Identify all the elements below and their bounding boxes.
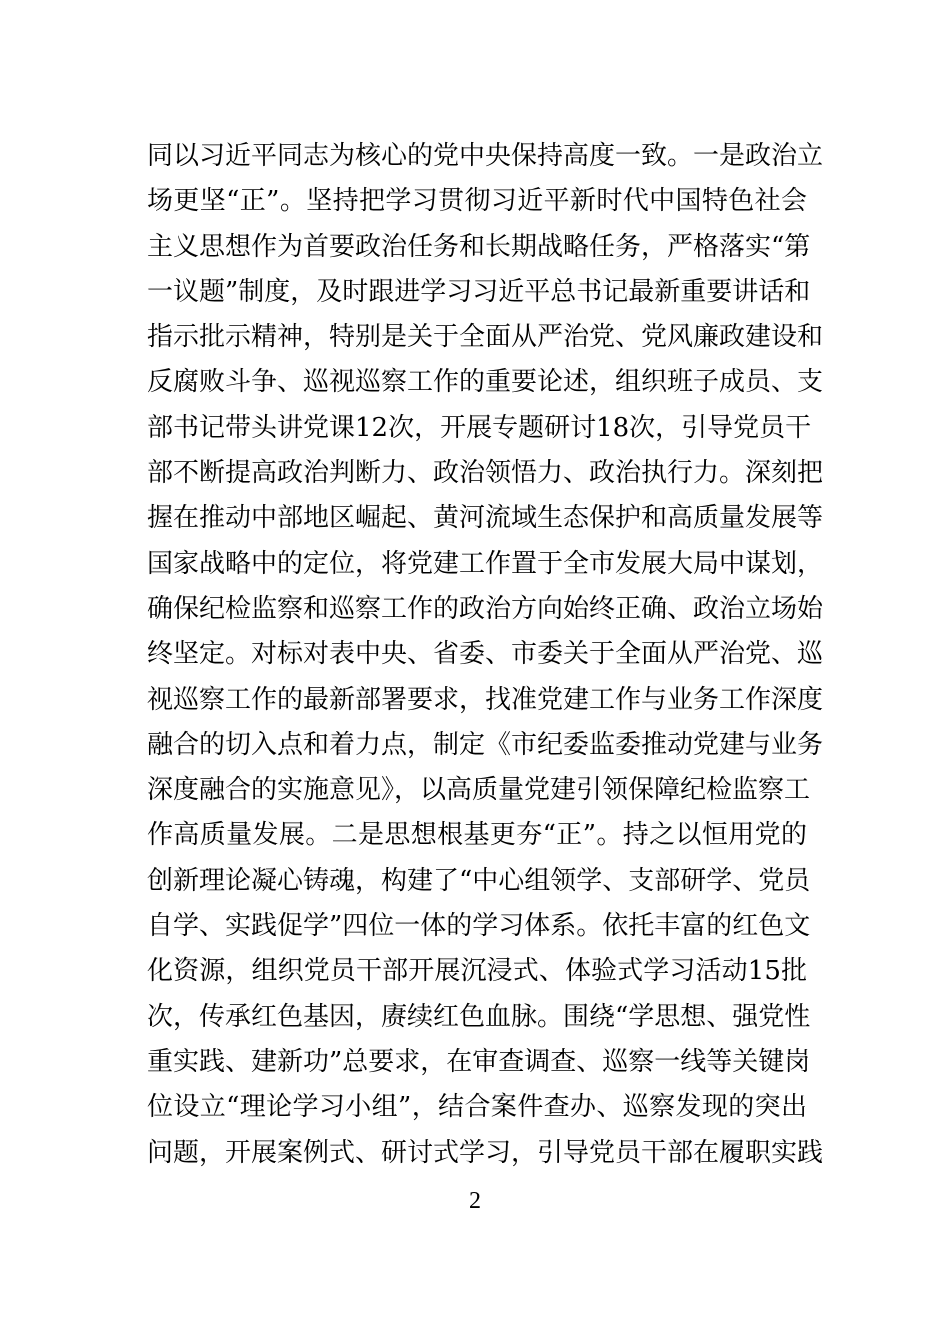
text-line: 指示批示精神，特别是关于全面从严治党、党风廉政建设和 <box>147 322 824 353</box>
text-line: 国家战略中的定位，将党建工作置于全市发展大局中谋划， <box>147 548 824 579</box>
text-line: 重实践、建新功”总要求，在审查调查、巡察一线等关键岗 <box>147 1046 811 1077</box>
text-line: 部不断提高政治判断力、政治领悟力、政治执行力。深刻把 <box>147 458 824 489</box>
text-line: 自学、实践促学”四位一体的学习体系。依托丰富的红色文 <box>147 911 811 942</box>
text-line: 创新理论凝心铸魂，构建了“中心组领学、支部研学、党员 <box>147 865 811 896</box>
text-line: 反腐败斗争、巡视巡察工作的重要论述，组织班子成员、支 <box>147 367 824 398</box>
text-line: 化资源，组织党员干部开展沉浸式、体验式学习活动15批 <box>147 956 807 987</box>
text-line: 主义思想作为首要政治任务和长期战略任务，严格落实“第 <box>147 231 811 262</box>
text-line: 确保纪检监察和巡察工作的政治方向始终正确、政治立场始 <box>147 593 824 624</box>
text-line: 深度融合的实施意见》，以高质量党建引领保障纪检监察工 <box>147 775 811 806</box>
text-line: 作高质量发展。二是思想根基更夯“正”。持之以恒用党的 <box>147 820 807 851</box>
page-number: 2 <box>469 1188 481 1214</box>
body-text <box>147 134 824 1176</box>
text-line: 部书记带头讲党课12次，开展专题研讨18次，引导党员干 <box>147 412 812 443</box>
text-line: 次，传承红色基因，赓续红色血脉。围绕“学思想、强党性 <box>147 1001 811 1032</box>
text-line: 融合的切入点和着力点，制定《市纪委监委推动党建与业务 <box>147 729 824 760</box>
text-line: 同以习近平同志为核心的党中央保持高度一致。一是政治立 <box>147 141 824 171</box>
text-line: 握在推动中部地区崛起、黄河流域生态保护和高质量发展等 <box>147 503 824 534</box>
text-line: 视巡察工作的最新部署要求，找准党建工作与业务工作深度 <box>147 684 824 715</box>
text-line: 问题，开展案例式、研讨式学习，引导党员干部在履职实践 <box>147 1137 824 1168</box>
text-line: 终坚定。对标对表中央、省委、市委关于全面从严治党、巡 <box>147 639 824 670</box>
text-line: 位设立“理论学习小组”，结合案件查办、巡察发现的突出 <box>147 1092 807 1123</box>
text-line: 场更坚“正”。坚持把学习贯彻习近平新时代中国特色社会 <box>147 186 807 217</box>
text-line: 一议题”制度，及时跟进学习习近平总书记最新重要讲话和 <box>147 276 811 307</box>
